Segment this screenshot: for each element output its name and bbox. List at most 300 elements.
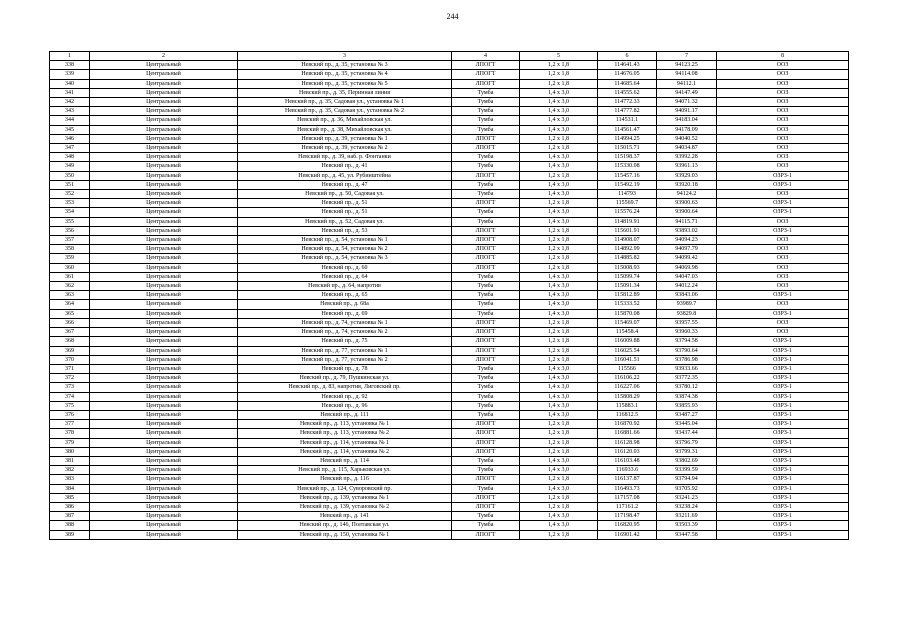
- zone-cell: ОЗРЗ-1: [717, 364, 849, 373]
- coord-y-cell: 93929.03: [657, 171, 717, 180]
- coord-y-cell: 93705.92: [657, 484, 717, 493]
- coord-y-cell: 93794.94: [657, 475, 717, 484]
- size-cell: 1,4 x 3,0: [520, 180, 598, 189]
- address-cell: Невский пр., д. 114: [238, 456, 452, 465]
- row-number-cell: 372: [50, 374, 90, 383]
- structure-type-cell: Тумба: [452, 456, 520, 465]
- coord-x-cell: 115883.1: [598, 401, 657, 410]
- address-cell: Невский пр., д. 65: [238, 291, 452, 300]
- col-header-1: 1: [50, 52, 90, 61]
- row-number-cell: 352: [50, 190, 90, 199]
- structure-type-cell: ЛПОГТ: [452, 171, 520, 180]
- address-cell: Невский пр., д. 52, Садовая ул.: [238, 217, 452, 226]
- zone-cell: ООЗ: [717, 98, 849, 107]
- coord-y-cell: 94094.23: [657, 236, 717, 245]
- zone-cell: ОЗРЗ-1: [717, 429, 849, 438]
- zone-cell: ОЗРЗ-1: [717, 392, 849, 401]
- zone-cell: ООЗ: [717, 79, 849, 88]
- row-number-cell: 367: [50, 328, 90, 337]
- address-cell: Невский пр., д. 35, установка № 5: [238, 79, 452, 88]
- zone-cell: ОЗРЗ-1: [717, 466, 849, 475]
- structure-type-cell: ЛПОГТ: [452, 254, 520, 263]
- coord-x-cell: 116041.51: [598, 355, 657, 364]
- district-cell: Центральный: [90, 374, 238, 383]
- coord-x-cell: 116137.87: [598, 475, 657, 484]
- structure-type-cell: ЛПОГТ: [452, 236, 520, 245]
- structure-type-cell: Тумба: [452, 374, 520, 383]
- size-cell: 1,2 x 1,8: [520, 79, 598, 88]
- size-cell: 1,2 x 1,8: [520, 493, 598, 502]
- district-cell: Центральный: [90, 61, 238, 70]
- structure-type-cell: Тумба: [452, 484, 520, 493]
- structure-type-cell: ЛПОГТ: [452, 226, 520, 235]
- coord-x-cell: 116933.6: [598, 466, 657, 475]
- address-cell: Невский пр., д. 53: [238, 226, 452, 235]
- size-cell: 1,2 x 1,8: [520, 355, 598, 364]
- address-cell: Невский пр., д. 54, установка № 1: [238, 236, 452, 245]
- size-cell: 1,4 x 3,0: [520, 300, 598, 309]
- zone-cell: ОЗРЗ-1: [717, 309, 849, 318]
- structure-type-cell: ЛПОГТ: [452, 530, 520, 539]
- address-cell: Невский пр., д. 115, Харьковская ул.: [238, 466, 452, 475]
- size-cell: 1,2 x 1,8: [520, 447, 598, 456]
- table-row: [50, 364, 849, 373]
- coord-y-cell: 94097.79: [657, 245, 717, 254]
- coord-x-cell: 115457.16: [598, 171, 657, 180]
- zone-cell: ООЗ: [717, 282, 849, 291]
- row-number-cell: 343: [50, 107, 90, 116]
- table-row: [50, 484, 849, 493]
- size-cell: 1,4 x 3,0: [520, 88, 598, 97]
- address-cell: Невский пр., д. 60: [238, 263, 452, 272]
- col-header-7: 7: [657, 52, 717, 61]
- zone-cell: ОЗРЗ-1: [717, 521, 849, 530]
- size-cell: 1,2 x 1,8: [520, 236, 598, 245]
- row-number-cell: 361: [50, 272, 90, 281]
- district-cell: Центральный: [90, 88, 238, 97]
- coord-y-cell: 94114.08: [657, 70, 717, 79]
- district-cell: Центральный: [90, 475, 238, 484]
- district-cell: Центральный: [90, 493, 238, 502]
- coord-y-cell: 94040.52: [657, 134, 717, 143]
- table-row: [50, 162, 849, 171]
- size-cell: 1,2 x 1,8: [520, 475, 598, 484]
- address-cell: Невский пр., д. 113, установка № 1: [238, 420, 452, 429]
- table-row: [50, 420, 849, 429]
- address-cell: Невский пр., д. 51: [238, 208, 452, 217]
- coord-y-cell: 93447.58: [657, 530, 717, 539]
- zone-cell: ООЗ: [717, 116, 849, 125]
- zone-cell: ООЗ: [717, 190, 849, 199]
- table-row: [50, 98, 849, 107]
- coord-y-cell: 93437.44: [657, 429, 717, 438]
- size-cell: 1,4 x 3,0: [520, 107, 598, 116]
- table-row: [50, 70, 849, 79]
- size-cell: 1,4 x 3,0: [520, 190, 598, 199]
- table-row: [50, 171, 849, 180]
- coord-x-cell: 115566: [598, 364, 657, 373]
- coord-y-cell: 94124.2: [657, 190, 717, 199]
- zone-cell: ООЗ: [717, 328, 849, 337]
- coord-y-cell: 93989.7: [657, 300, 717, 309]
- table-row: [50, 125, 849, 134]
- table-row: [50, 410, 849, 419]
- structure-type-cell: Тумба: [452, 125, 520, 134]
- table-row: [50, 291, 849, 300]
- zone-cell: ОЗРЗ-1: [717, 438, 849, 447]
- coord-x-cell: 116227.06: [598, 383, 657, 392]
- size-cell: 1,4 x 3,0: [520, 512, 598, 521]
- coord-y-cell: 93794.58: [657, 337, 717, 346]
- district-cell: Центральный: [90, 79, 238, 88]
- zone-cell: ОЗРЗ-1: [717, 502, 849, 511]
- district-cell: Центральный: [90, 456, 238, 465]
- row-number-cell: 342: [50, 98, 90, 107]
- structure-type-cell: ЛПОГТ: [452, 355, 520, 364]
- district-cell: Центральный: [90, 162, 238, 171]
- size-cell: 1,4 x 3,0: [520, 162, 598, 171]
- structure-type-cell: ЛПОГТ: [452, 438, 520, 447]
- size-cell: 1,2 x 1,8: [520, 337, 598, 346]
- size-cell: 1,2 x 1,8: [520, 61, 598, 70]
- size-cell: 1,4 x 3,0: [520, 484, 598, 493]
- row-number-cell: 348: [50, 153, 90, 162]
- zone-cell: ОЗРЗ-1: [717, 456, 849, 465]
- district-cell: Центральный: [90, 502, 238, 511]
- size-cell: 1,4 x 3,0: [520, 374, 598, 383]
- structure-type-cell: Тумба: [452, 217, 520, 226]
- coord-y-cell: 93900.64: [657, 208, 717, 217]
- row-number-cell: 356: [50, 226, 90, 235]
- district-cell: Центральный: [90, 116, 238, 125]
- header-row: [50, 52, 849, 61]
- table-row: [50, 466, 849, 475]
- address-cell: Невский пр., д. 35, Перинная линия: [238, 88, 452, 97]
- coord-y-cell: 94099.42: [657, 254, 717, 263]
- coord-x-cell: 114772.33: [598, 98, 657, 107]
- table-row: [50, 475, 849, 484]
- page-number: 244: [446, 12, 459, 21]
- zone-cell: ОЗРЗ-1: [717, 355, 849, 364]
- size-cell: 1,2 x 1,8: [520, 429, 598, 438]
- table-row: [50, 318, 849, 327]
- structure-type-cell: ЛПОГТ: [452, 420, 520, 429]
- coord-x-cell: 117157.08: [598, 493, 657, 502]
- table-row: [50, 190, 849, 199]
- zone-cell: ООЗ: [717, 88, 849, 97]
- row-number-cell: 386: [50, 502, 90, 511]
- size-cell: 1,4 x 3,0: [520, 208, 598, 217]
- coord-x-cell: 114793: [598, 190, 657, 199]
- row-number-cell: 382: [50, 466, 90, 475]
- size-cell: 1,4 x 3,0: [520, 383, 598, 392]
- row-number-cell: 349: [50, 162, 90, 171]
- size-cell: 1,2 x 1,8: [520, 245, 598, 254]
- zone-cell: ОЗРЗ-1: [717, 447, 849, 456]
- address-cell: Невский пр., д. 74, установка № 2: [238, 328, 452, 337]
- zone-cell: ОЗРЗ-1: [717, 374, 849, 383]
- coord-y-cell: 93786.98: [657, 355, 717, 364]
- table-row: [50, 300, 849, 309]
- row-number-cell: 379: [50, 438, 90, 447]
- structure-type-cell: ЛПОГТ: [452, 144, 520, 153]
- coord-x-cell: 115601.91: [598, 226, 657, 235]
- coord-y-cell: 93780.12: [657, 383, 717, 392]
- table-row: [50, 226, 849, 235]
- district-cell: Центральный: [90, 245, 238, 254]
- size-cell: 1,2 x 1,8: [520, 438, 598, 447]
- row-number-cell: 369: [50, 346, 90, 355]
- zone-cell: ООЗ: [717, 70, 849, 79]
- structure-type-cell: Тумба: [452, 401, 520, 410]
- structure-type-cell: Тумба: [452, 383, 520, 392]
- address-cell: Невский пр., д. 64, напротив: [238, 282, 452, 291]
- coord-x-cell: 115008.93: [598, 263, 657, 272]
- table-row: [50, 355, 849, 364]
- zone-cell: ОЗРЗ-1: [717, 171, 849, 180]
- table-row: [50, 383, 849, 392]
- zone-cell: ООЗ: [717, 300, 849, 309]
- address-cell: Невский пр., д. 69: [238, 309, 452, 318]
- zone-cell: ООЗ: [717, 125, 849, 134]
- col-header-6: 6: [598, 52, 657, 61]
- row-number-cell: 384: [50, 484, 90, 493]
- address-cell: Невский пр., д. 96: [238, 401, 452, 410]
- size-cell: 1,2 x 1,8: [520, 199, 598, 208]
- size-cell: 1,4 x 3,0: [520, 291, 598, 300]
- structure-type-cell: ЛПОГТ: [452, 70, 520, 79]
- coord-x-cell: 115870.08: [598, 309, 657, 318]
- coord-x-cell: 115576.24: [598, 208, 657, 217]
- coord-x-cell: 116870.92: [598, 420, 657, 429]
- table-row: [50, 337, 849, 346]
- coord-x-cell: 116881.66: [598, 429, 657, 438]
- address-cell: Невский пр., д. 54, установка № 3: [238, 254, 452, 263]
- coord-x-cell: 115333.52: [598, 300, 657, 309]
- row-number-cell: 380: [50, 447, 90, 456]
- coord-x-cell: 115492.19: [598, 180, 657, 189]
- coord-x-cell: 114685.64: [598, 79, 657, 88]
- address-cell: Невский пр., д. 39, наб. р. Фонтанки: [238, 153, 452, 162]
- address-cell: Невский пр., д. 41: [238, 162, 452, 171]
- row-number-cell: 357: [50, 236, 90, 245]
- row-number-cell: 364: [50, 300, 90, 309]
- size-cell: 1,4 x 3,0: [520, 282, 598, 291]
- address-cell: Невский пр., д. 74, установка № 1: [238, 318, 452, 327]
- address-cell: Невский пр., д. 83, напротив, Лиговский пр.: [238, 383, 452, 392]
- district-cell: Центральный: [90, 107, 238, 116]
- district-cell: Центральный: [90, 125, 238, 134]
- structure-type-cell: ЛПОГТ: [452, 337, 520, 346]
- zone-cell: ОЗРЗ-1: [717, 208, 849, 217]
- coord-y-cell: 93900.63: [657, 199, 717, 208]
- coord-y-cell: 93920.18: [657, 180, 717, 189]
- coord-y-cell: 94069.98: [657, 263, 717, 272]
- row-number-cell: 360: [50, 263, 90, 272]
- table-row: [50, 263, 849, 272]
- structure-type-cell: Тумба: [452, 282, 520, 291]
- district-cell: Центральный: [90, 70, 238, 79]
- coord-x-cell: 116812.5: [598, 410, 657, 419]
- row-number-cell: 368: [50, 337, 90, 346]
- row-number-cell: 339: [50, 70, 90, 79]
- district-cell: Центральный: [90, 134, 238, 143]
- structure-type-cell: ЛПОГТ: [452, 318, 520, 327]
- row-number-cell: 374: [50, 392, 90, 401]
- size-cell: 1,4 x 3,0: [520, 392, 598, 401]
- row-number-cell: 385: [50, 493, 90, 502]
- structure-type-cell: Тумба: [452, 300, 520, 309]
- table-row: [50, 512, 849, 521]
- size-cell: 1,2 x 1,8: [520, 263, 598, 272]
- coord-x-cell: 114641.43: [598, 61, 657, 70]
- table-row: [50, 493, 849, 502]
- table-row: [50, 456, 849, 465]
- zone-cell: ООЗ: [717, 107, 849, 116]
- row-number-cell: 365: [50, 309, 90, 318]
- size-cell: 1,2 x 1,8: [520, 134, 598, 143]
- size-cell: 1,2 x 1,8: [520, 346, 598, 355]
- coord-x-cell: 114819.91: [598, 217, 657, 226]
- size-cell: 1,4 x 3,0: [520, 456, 598, 465]
- coord-x-cell: 115099.74: [598, 272, 657, 281]
- size-cell: 1,2 x 1,8: [520, 420, 598, 429]
- zone-cell: ООЗ: [717, 144, 849, 153]
- table-row: [50, 309, 849, 318]
- address-cell: Невский пр., д. 150, установка № 1: [238, 530, 452, 539]
- row-number-cell: 389: [50, 530, 90, 539]
- structure-type-cell: Тумба: [452, 190, 520, 199]
- structure-type-cell: ЛПОГТ: [452, 475, 520, 484]
- zone-cell: ООЗ: [717, 153, 849, 162]
- row-number-cell: 359: [50, 254, 90, 263]
- structure-type-cell: ЛПОГТ: [452, 61, 520, 70]
- coord-y-cell: 94183.04: [657, 116, 717, 125]
- structure-type-cell: Тумба: [452, 107, 520, 116]
- table-row: [50, 180, 849, 189]
- coord-x-cell: 115808.29: [598, 392, 657, 401]
- table-row: [50, 282, 849, 291]
- row-number-cell: 338: [50, 61, 90, 70]
- coord-x-cell: 114777.82: [598, 107, 657, 116]
- structure-type-cell: ЛПОГТ: [452, 447, 520, 456]
- address-cell: Невский пр., д. 45, ул. Рубинштейна: [238, 171, 452, 180]
- coord-y-cell: 94147.49: [657, 88, 717, 97]
- coord-y-cell: 93790.64: [657, 346, 717, 355]
- table-row: [50, 530, 849, 539]
- district-cell: Центральный: [90, 300, 238, 309]
- coord-x-cell: 115812.89: [598, 291, 657, 300]
- coord-x-cell: 115198.37: [598, 153, 657, 162]
- zone-cell: ОЗРЗ-1: [717, 484, 849, 493]
- address-cell: Невский пр., д. 38, Михайловская ул.: [238, 125, 452, 134]
- size-cell: 1,4 x 3,0: [520, 125, 598, 134]
- address-cell: Невский пр., д. 50, Садовая ул.: [238, 190, 452, 199]
- coord-x-cell: 115458.4: [598, 328, 657, 337]
- size-cell: 1,4 x 3,0: [520, 364, 598, 373]
- size-cell: 1,2 x 1,8: [520, 70, 598, 79]
- row-number-cell: 370: [50, 355, 90, 364]
- table-row: [50, 328, 849, 337]
- coord-x-cell: 114555.62: [598, 88, 657, 97]
- coord-y-cell: 94012.24: [657, 282, 717, 291]
- row-number-cell: 376: [50, 410, 90, 419]
- coord-x-cell: 115569.7: [598, 199, 657, 208]
- size-cell: 1,4 x 3,0: [520, 410, 598, 419]
- district-cell: Центральный: [90, 346, 238, 355]
- address-cell: Невский пр., д. 35, Садовая ул., установка № 2: [238, 107, 452, 116]
- row-number-cell: 362: [50, 282, 90, 291]
- structure-type-cell: Тумба: [452, 392, 520, 401]
- size-cell: 1,4 x 3,0: [520, 272, 598, 281]
- table-row: [50, 392, 849, 401]
- table-row: [50, 245, 849, 254]
- coord-y-cell: 94091.17: [657, 107, 717, 116]
- row-number-cell: 375: [50, 401, 90, 410]
- table-row: [50, 107, 849, 116]
- address-cell: Невский пр., д. 139, установка № 1: [238, 493, 452, 502]
- district-cell: Центральный: [90, 410, 238, 419]
- coord-x-cell: 116106.22: [598, 374, 657, 383]
- structure-type-cell: Тумба: [452, 180, 520, 189]
- structure-type-cell: Тумба: [452, 88, 520, 97]
- district-cell: Центральный: [90, 512, 238, 521]
- zone-cell: ООЗ: [717, 236, 849, 245]
- zone-cell: ООЗ: [717, 318, 849, 327]
- row-number-cell: 350: [50, 171, 90, 180]
- address-cell: Невский пр., д. 113, установка № 2: [238, 429, 452, 438]
- structure-type-cell: Тумба: [452, 98, 520, 107]
- size-cell: 1,4 x 3,0: [520, 98, 598, 107]
- table-row: [50, 254, 849, 263]
- zone-cell: ОЗРЗ-1: [717, 475, 849, 484]
- coord-y-cell: 93487.27: [657, 410, 717, 419]
- table-row: [50, 208, 849, 217]
- district-cell: Центральный: [90, 521, 238, 530]
- row-number-cell: 355: [50, 217, 90, 226]
- structure-type-cell: Тумба: [452, 512, 520, 521]
- table-row: [50, 374, 849, 383]
- size-cell: 1,2 x 1,8: [520, 318, 598, 327]
- zone-cell: ОЗРЗ-1: [717, 383, 849, 392]
- coord-x-cell: 116820.95: [598, 521, 657, 530]
- coord-x-cell: 115330.08: [598, 162, 657, 171]
- table-row: [50, 521, 849, 530]
- coord-y-cell: 93855.93: [657, 401, 717, 410]
- district-cell: Центральный: [90, 355, 238, 364]
- address-cell: Невский пр., д. 77, установка № 1: [238, 346, 452, 355]
- row-number-cell: 373: [50, 383, 90, 392]
- row-number-cell: 366: [50, 318, 90, 327]
- size-cell: 1,2 x 1,8: [520, 171, 598, 180]
- size-cell: 1,4 x 3,0: [520, 309, 598, 318]
- size-cell: 1,2 x 1,8: [520, 226, 598, 235]
- coord-y-cell: 93796.79: [657, 438, 717, 447]
- zone-cell: ОЗРЗ-1: [717, 512, 849, 521]
- row-number-cell: 378: [50, 429, 90, 438]
- coord-y-cell: 93445.04: [657, 420, 717, 429]
- structure-type-cell: ЛПОГТ: [452, 199, 520, 208]
- coord-x-cell: 116901.42: [598, 530, 657, 539]
- district-cell: Центральный: [90, 180, 238, 189]
- district-cell: Центральный: [90, 420, 238, 429]
- coord-x-cell: 115091.34: [598, 282, 657, 291]
- structure-type-cell: Тумба: [452, 410, 520, 419]
- coord-y-cell: 93893.02: [657, 226, 717, 235]
- structure-type-cell: Тумба: [452, 521, 520, 530]
- district-cell: Центральный: [90, 392, 238, 401]
- structure-type-cell: Тумба: [452, 153, 520, 162]
